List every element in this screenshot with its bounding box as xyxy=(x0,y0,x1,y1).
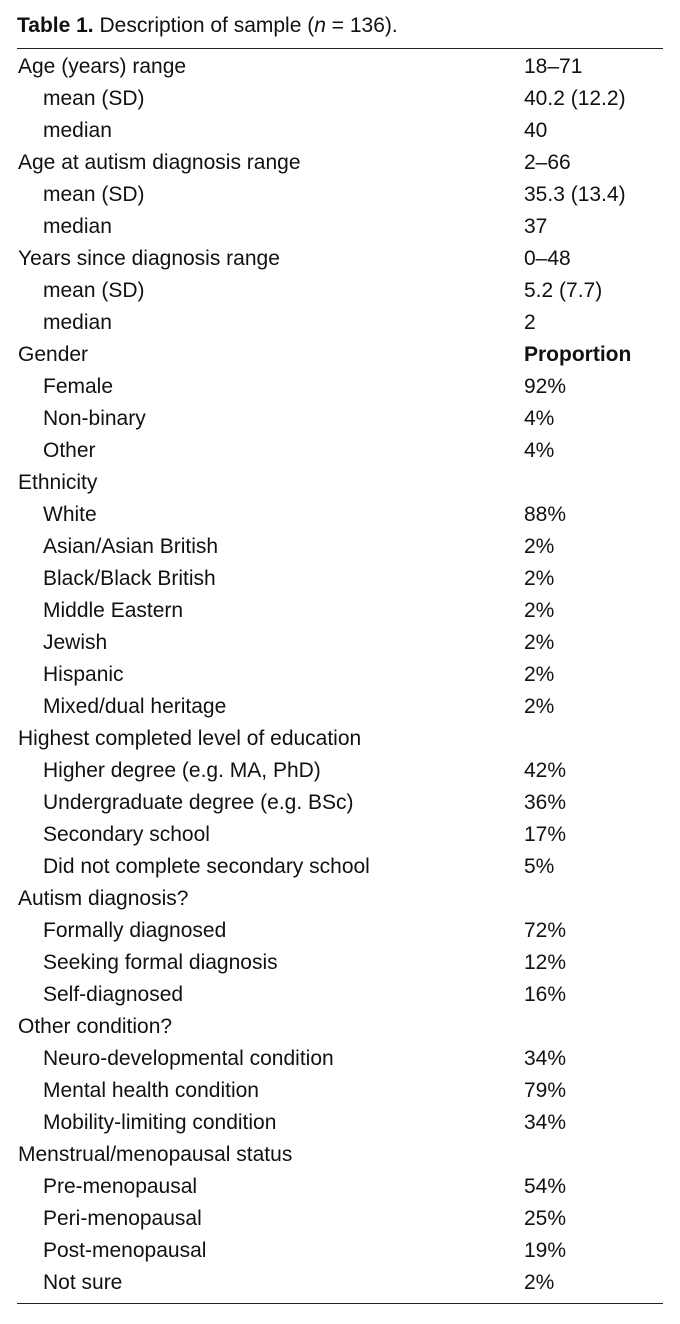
row-value: 40 xyxy=(524,119,548,142)
table-row xyxy=(17,947,663,979)
row-label: Post-menopausal xyxy=(43,1239,207,1262)
row-value: 40.2 (12.2) xyxy=(524,87,626,110)
row-value: 16% xyxy=(524,983,567,1006)
table-section-row xyxy=(17,467,663,499)
row-value: 34% xyxy=(524,1047,567,1070)
table-row xyxy=(17,371,663,403)
row-value: 72% xyxy=(524,919,567,942)
row-label: Mobility-limiting condition xyxy=(43,1111,277,1134)
table-row xyxy=(17,1235,663,1267)
row-label: Mental health condition xyxy=(43,1079,259,1102)
row-label: Highest completed level of education xyxy=(18,727,362,750)
row-label: Age (years) range xyxy=(18,55,187,78)
row-label: Did not complete secondary school xyxy=(43,855,370,878)
row-value: 37 xyxy=(524,215,548,238)
row-label: Other condition? xyxy=(18,1015,173,1038)
table-row xyxy=(17,1171,663,1203)
row-value: 4% xyxy=(524,439,555,462)
row-label: Peri-menopausal xyxy=(43,1207,202,1230)
row-label: Other xyxy=(43,439,96,462)
row-value: 36% xyxy=(524,791,567,814)
table-caption-text: Description of sample ( xyxy=(93,14,315,37)
table-row xyxy=(17,499,663,531)
row-value xyxy=(524,467,663,499)
row-label: mean (SD) xyxy=(43,183,145,206)
table-row xyxy=(17,755,663,787)
row-label: Middle Eastern xyxy=(43,599,184,622)
table-row xyxy=(17,1267,663,1299)
row-value xyxy=(524,883,663,915)
table-row xyxy=(17,179,663,211)
row-label: Neuro-developmental condition xyxy=(43,1047,334,1070)
row-value: 19% xyxy=(524,1239,567,1262)
table-section-row xyxy=(17,339,663,371)
row-label: Hispanic xyxy=(43,663,124,686)
row-label: Years since diagnosis range xyxy=(18,247,280,270)
table-row xyxy=(17,659,663,691)
row-label: Higher degree (e.g. MA, PhD) xyxy=(43,759,321,782)
row-label: mean (SD) xyxy=(43,279,145,302)
table-top-rule xyxy=(17,48,663,49)
table-section-row xyxy=(17,243,663,275)
table-row xyxy=(17,691,663,723)
table-caption-n-value: = 136). xyxy=(325,14,398,37)
row-value xyxy=(524,723,663,755)
row-value: 34% xyxy=(524,1111,567,1134)
row-label: median xyxy=(43,215,112,238)
table-row xyxy=(17,403,663,435)
row-value: 4% xyxy=(524,407,555,430)
table-row xyxy=(17,435,663,467)
table-section-row xyxy=(17,1139,663,1171)
row-value: 0–48 xyxy=(524,247,571,270)
row-label: Asian/Asian British xyxy=(43,535,219,558)
row-label: median xyxy=(43,311,112,334)
row-label: Pre-menopausal xyxy=(43,1175,198,1198)
table-body xyxy=(17,51,663,1299)
row-label: White xyxy=(43,503,97,526)
table-section-row xyxy=(17,883,663,915)
table-caption-label: Table 1. xyxy=(17,14,94,37)
row-label: median xyxy=(43,119,112,142)
table-row xyxy=(17,627,663,659)
table-row xyxy=(17,1075,663,1107)
row-label: Gender xyxy=(18,343,89,366)
table-row xyxy=(17,787,663,819)
row-label: Female xyxy=(43,375,114,398)
row-value xyxy=(524,1011,663,1043)
sample-description-table xyxy=(17,0,663,1304)
row-value: 18–71 xyxy=(524,55,583,78)
table-row xyxy=(17,979,663,1011)
row-value: 25% xyxy=(524,1207,567,1230)
row-label: Formally diagnosed xyxy=(43,919,227,942)
row-value: 2% xyxy=(524,631,555,654)
row-label: Ethnicity xyxy=(18,471,98,494)
table-row xyxy=(17,531,663,563)
row-label: Black/Black British xyxy=(43,567,216,590)
row-label: Not sure xyxy=(43,1271,123,1294)
row-value: 2% xyxy=(524,663,555,686)
table-row xyxy=(17,1043,663,1075)
table-row xyxy=(17,819,663,851)
row-label: Undergraduate degree (e.g. BSc) xyxy=(43,791,354,814)
table-caption-n-symbol: n xyxy=(314,14,326,37)
row-value: 2% xyxy=(524,695,555,718)
row-value: 2% xyxy=(524,535,555,558)
row-label: Autism diagnosis? xyxy=(18,887,189,910)
table-section-row xyxy=(17,723,663,755)
row-value: 17% xyxy=(524,823,567,846)
row-label: mean (SD) xyxy=(43,87,145,110)
table-row xyxy=(17,1107,663,1139)
table-row xyxy=(17,563,663,595)
row-label: Non-binary xyxy=(43,407,146,430)
row-value: 2 xyxy=(524,311,536,334)
table-section-row xyxy=(17,1011,663,1043)
row-value: 5% xyxy=(524,855,555,878)
table-section-row xyxy=(17,51,663,83)
row-value: 12% xyxy=(524,951,567,974)
row-value: 2–66 xyxy=(524,151,571,174)
table-row xyxy=(17,1203,663,1235)
row-label: Secondary school xyxy=(43,823,210,846)
row-value: 2% xyxy=(524,599,555,622)
table-row xyxy=(17,595,663,627)
row-value: 54% xyxy=(524,1175,567,1198)
row-value: 79% xyxy=(524,1079,567,1102)
row-value: 42% xyxy=(524,759,567,782)
row-value: 2% xyxy=(524,1271,555,1294)
table-row xyxy=(17,307,663,339)
table-caption xyxy=(17,12,663,40)
table-row xyxy=(17,211,663,243)
row-value xyxy=(524,1139,663,1171)
table-row xyxy=(17,83,663,115)
table-bottom-rule xyxy=(17,1303,663,1304)
row-value: 35.3 (13.4) xyxy=(524,183,626,206)
row-value: 5.2 (7.7) xyxy=(524,279,603,302)
table-row xyxy=(17,275,663,307)
table-row xyxy=(17,851,663,883)
row-value: Proportion xyxy=(524,343,632,366)
row-label: Self-diagnosed xyxy=(43,983,184,1006)
row-label: Seeking formal diagnosis xyxy=(43,951,278,974)
row-label: Menstrual/menopausal status xyxy=(18,1143,293,1166)
row-label: Mixed/dual heritage xyxy=(43,695,227,718)
row-value: 2% xyxy=(524,567,555,590)
table-row xyxy=(17,915,663,947)
table-row xyxy=(17,115,663,147)
table-section-row xyxy=(17,147,663,179)
row-value: 92% xyxy=(524,375,567,398)
row-label: Jewish xyxy=(43,631,108,654)
row-label: Age at autism diagnosis range xyxy=(18,151,301,174)
row-value: 88% xyxy=(524,503,567,526)
